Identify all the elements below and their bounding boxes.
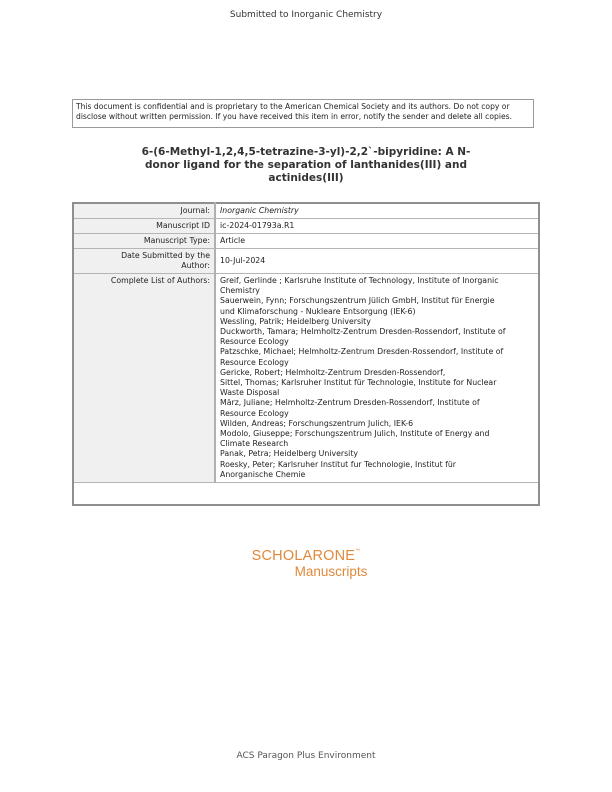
trademark-mark: ™ xyxy=(355,548,361,554)
manuscript-type-label: Manuscript Type: xyxy=(73,234,215,249)
logo-wordmark: SCHOLARONE xyxy=(251,548,356,564)
author-line: März, Juliane; Helmholtz-Zentrum Dresden-Rossendorf, Institute of xyxy=(220,398,480,408)
title-line: actinides(III) xyxy=(268,172,344,184)
author-line: Modolo, Giuseppe; Forschungszentrum Julich, Institute of Energy and xyxy=(220,429,490,439)
author-line: Resource Ecology xyxy=(220,357,289,367)
author-line: Resource Ecology xyxy=(220,408,289,418)
author-line: Gericke, Robert; Helmholtz-Zentrum Dresden-Rossendorf, xyxy=(220,367,446,377)
author-line: Duckworth, Tamara; Helmholtz-Zentrum Dresden-Rossendorf, Institute of xyxy=(220,327,506,337)
author-line: Waste Disposal xyxy=(220,388,280,398)
empty-cell xyxy=(73,483,539,505)
date-submitted-label xyxy=(73,249,215,274)
date-submitted-value: 10-Jul-2024 xyxy=(215,249,539,274)
manuscript-id-value: ic-2024-01793a.R1 xyxy=(215,219,539,234)
author-line: Sittel, Thomas; Karlsruher Institut für Technologie, Institute for Nuclear xyxy=(220,378,497,388)
author-line: Climate Research xyxy=(220,439,289,449)
author-line: Chemistry xyxy=(220,286,260,296)
journal-row xyxy=(73,203,539,219)
empty-row xyxy=(73,483,539,505)
authors-row xyxy=(73,274,539,483)
author-line: Resource Ecology xyxy=(220,337,289,347)
manuscript-title xyxy=(110,146,502,185)
manuscript-id-label: Manuscript ID xyxy=(73,219,215,234)
confidentiality-notice: This document is confidential and is proprietary to the American Chemical Society and its authors. Do not copy or disclose without written permission. If you have received this item in error, notify the sender and delete all copies. xyxy=(72,99,534,128)
manuscript-type-value: Article xyxy=(215,234,539,249)
author-line: Roesky, Peter; Karlsruher Institut fur Technologie, Institut für xyxy=(220,459,457,469)
manuscript-id-row xyxy=(73,219,539,234)
author-line: Anorganische Chemie xyxy=(220,469,306,479)
authors-label: Complete List of Authors: xyxy=(73,274,215,483)
author-line: Greif, Gerlinde ; Karlsruhe Institute of Technology, Institute of Inorganic xyxy=(220,276,499,285)
page-footer: ACS Paragon Plus Environment xyxy=(236,751,376,761)
journal-value: Inorganic Chemistry xyxy=(215,203,539,219)
logo-line-2: Manuscripts xyxy=(294,564,368,579)
author-line: und Klimaforschung - Nukleare Entsorgung (IEK-6) xyxy=(220,306,416,316)
journal-label: Journal: xyxy=(73,203,215,219)
running-head: Submitted to Inorganic Chemistry xyxy=(229,10,383,20)
author-line: Sauerwein, Fynn; Forschungszentrum Jülich GmbH, Institut für Energie xyxy=(220,296,495,306)
author-line: Patzschke, Michael; Helmholtz-Zentrum Dresden-Rossendorf, Institute of xyxy=(220,347,504,357)
author-line: Panak, Petra; Heidelberg University xyxy=(220,449,358,459)
scholarone-logo xyxy=(0,548,612,579)
author-line: Wessling, Patrik; Heidelberg University xyxy=(220,316,371,326)
manuscript-type-row xyxy=(73,234,539,249)
date-submitted-row xyxy=(73,249,539,274)
manuscript-metadata-table xyxy=(72,202,540,506)
logo-line-1 xyxy=(0,548,612,564)
author-line: Wilden, Andreas; Forschungszentrum Julich, IEK-6 xyxy=(220,418,414,428)
title-line: donor ligand for the separation of lanthanides(III) and xyxy=(145,159,467,171)
date-label-line: Author: xyxy=(181,261,210,270)
authors-list xyxy=(215,274,539,483)
date-label-line: Date Submitted by the xyxy=(121,251,210,260)
title-line: 6-(6-Methyl-1,2,4,5-tetrazine-3-yl)-2,2`-bipyridine: A N- xyxy=(141,146,471,158)
